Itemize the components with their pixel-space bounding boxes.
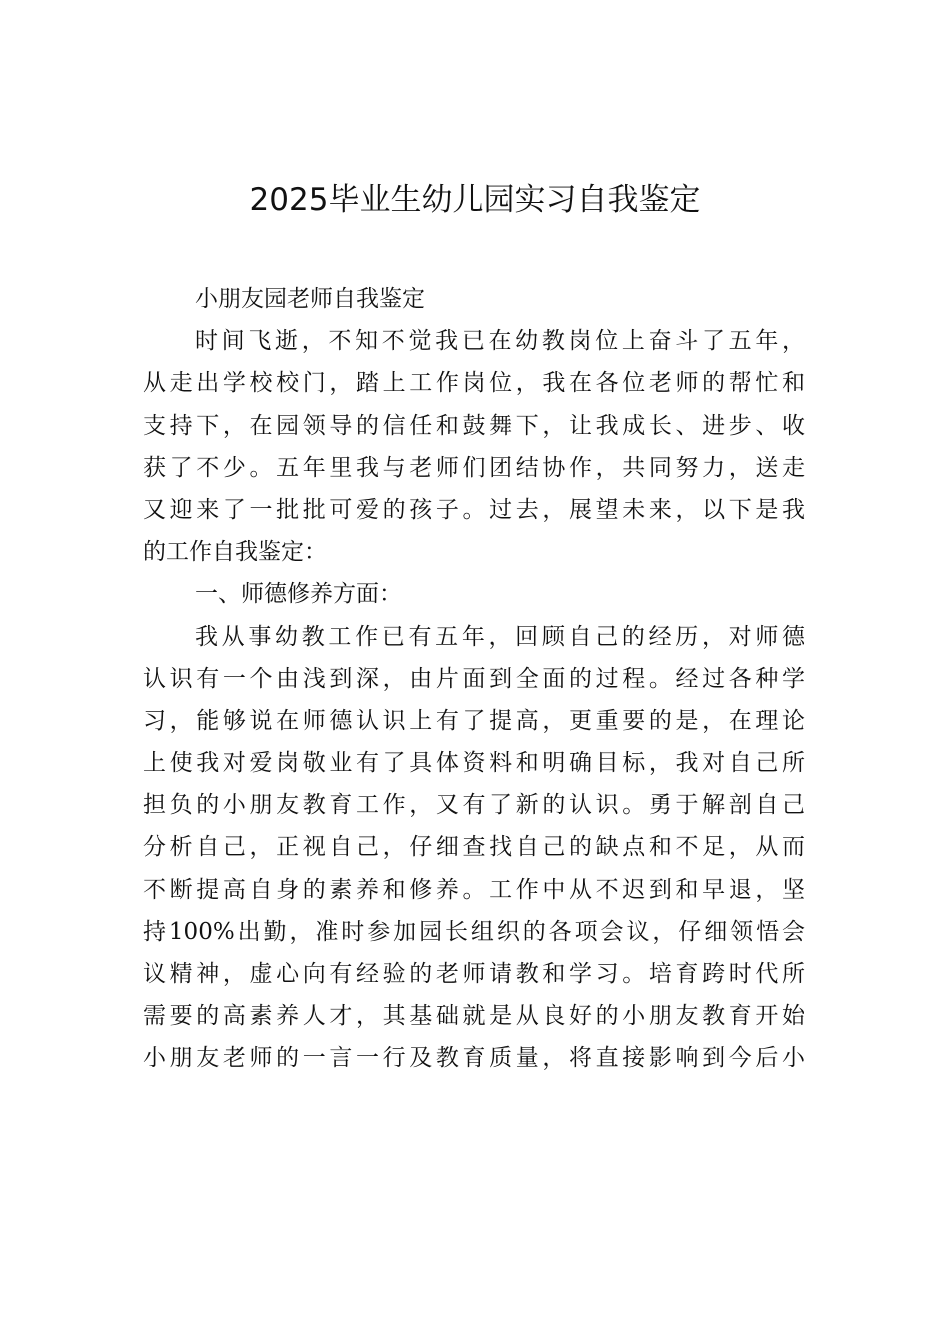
paragraph-line: 议精神，虚心向有经验的老师请教和学习。培育跨时代所	[143, 961, 805, 987]
paragraph-line: 需要的高素养人才，其基础就是从良好的小朋友教育开始	[143, 1003, 805, 1030]
document-body	[143, 278, 805, 1080]
paragraph-line: 又迎来了一批批可爱的孩子。过去，展望未来，以下是我	[143, 496, 805, 523]
paragraph-line: 不断提高自身的素养和修养。工作中从不迟到和早退，坚	[143, 876, 805, 903]
document-title: 2025毕业生幼儿园实习自我鉴定	[249, 182, 701, 218]
section-heading: 一、师德修养方面：	[195, 581, 402, 608]
paragraph-line: 习，能够说在师德认识上有了提高，更重要的是，在理论	[143, 707, 805, 734]
paragraph-line: 认识有一个由浅到深，由片面到全面的过程。经过各种学	[143, 665, 805, 692]
section-heading: 小朋友园老师自我鉴定	[195, 286, 425, 312]
paragraph-line: 支持下，在园领导的信任和鼓舞下，让我成长、进步、收	[143, 412, 805, 439]
paragraph-line: 分析自己，正视自己，仔细查找自己的缺点和不足，从而	[143, 834, 805, 861]
paragraph-line: 我从事幼教工作已有五年，回顾自己的经历，对师德	[195, 623, 805, 650]
paragraph-line: 持100%出勤，准时参加园长组织的各项会议，仔细领悟会	[143, 918, 805, 945]
paragraph-line: 获了不少。五年里我与老师们团结协作，共同努力，送走	[143, 454, 805, 481]
paragraph-line: 时间飞逝，不知不觉我已在幼教岗位上奋斗了五年，	[195, 328, 805, 355]
paragraph-line: 从走出学校校门，踏上工作岗位，我在各位老师的帮忙和	[143, 370, 805, 397]
paragraph-line: 小朋友老师的一言一行及教育质量，将直接影响到今后小	[143, 1045, 805, 1072]
paragraph-line: 上使我对爱岗敬业有了具体资料和明确目标，我对自己所	[143, 750, 805, 777]
paragraph-line: 的工作自我鉴定：	[143, 539, 327, 566]
paragraph-line: 担负的小朋友教育工作，又有了新的认识。勇于解剖自己	[143, 792, 805, 819]
